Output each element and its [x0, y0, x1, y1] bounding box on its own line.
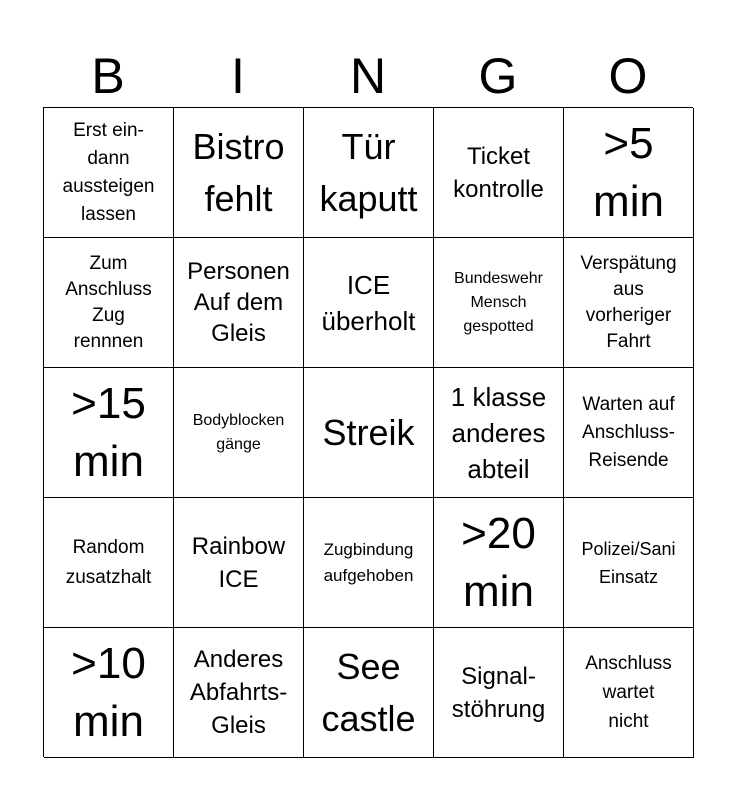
bingo-cell[interactable]: >5 min [564, 108, 694, 238]
bingo-cell[interactable]: >15 min [44, 368, 174, 498]
bingo-cell[interactable]: Tür kaputt [304, 108, 434, 238]
bingo-cell[interactable]: >20 min [434, 498, 564, 628]
bingo-header [43, 45, 693, 107]
bingo-cell[interactable]: Streik [304, 368, 434, 498]
header-letter-i: I [231, 48, 245, 104]
bingo-cell[interactable]: Ticket kontrolle [434, 108, 564, 238]
bingo-cell[interactable]: Polizei/Sani Einsatz [564, 498, 694, 628]
bingo-cell[interactable]: Bundeswehr Mensch gespotted [434, 238, 564, 368]
header-letter-b: B [91, 48, 125, 104]
bingo-grid [43, 107, 693, 757]
bingo-cell[interactable]: Verspätung aus vorheriger Fahrt [564, 238, 694, 368]
bingo-cell[interactable]: Anschluss wartet nicht [564, 628, 694, 758]
header-letter-o: O [608, 48, 648, 104]
bingo-cell[interactable]: ICE überholt [304, 238, 434, 368]
bingo-cell[interactable]: Rainbow ICE [174, 498, 304, 628]
bingo-cell[interactable]: 1 klasse anderes abteil [434, 368, 564, 498]
bingo-cell[interactable]: See castle [304, 628, 434, 758]
bingo-cell[interactable]: Personen Auf dem Gleis [174, 238, 304, 368]
bingo-cell[interactable]: Zugbindung aufgehoben [304, 498, 434, 628]
bingo-cell[interactable]: Signal- stöhrung [434, 628, 564, 758]
bingo-cell[interactable]: Zum Anschluss Zug rennnen [44, 238, 174, 368]
bingo-cell[interactable]: Erst ein- dann aussteigen lassen [44, 108, 174, 238]
bingo-cell[interactable]: Bistro fehlt [174, 108, 304, 238]
bingo-cell[interactable]: Anderes Abfahrts- Gleis [174, 628, 304, 758]
header-letter-n: N [349, 48, 387, 104]
bingo-cell[interactable]: Bodyblocken gänge [174, 368, 304, 498]
bingo-cell[interactable]: Random zusatzhalt [44, 498, 174, 628]
bingo-cell[interactable]: >10 min [44, 628, 174, 758]
header-letter-g: G [478, 48, 518, 104]
bingo-cell[interactable]: Warten auf Anschluss- Reisende [564, 368, 694, 498]
